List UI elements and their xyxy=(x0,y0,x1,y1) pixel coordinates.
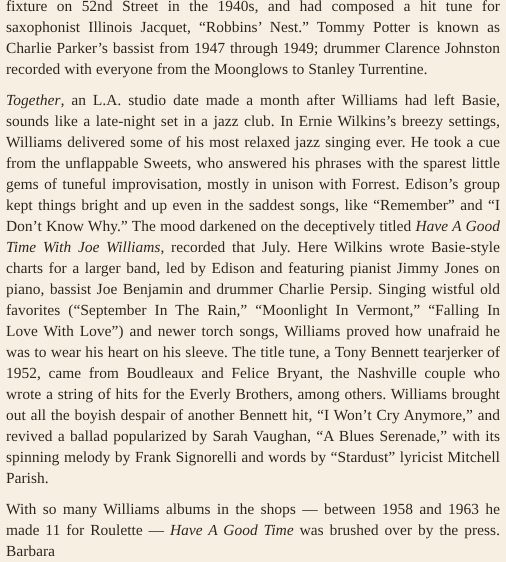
album-title-have-a-good-time: Have A Good Time xyxy=(169,522,294,539)
paragraph-3-text-b: was brushed over by the press. Barbara xyxy=(6,522,500,560)
paragraph-2-text-a: , an L.A. studio date made a month after Williams had left Basie, sounds like a late-night set in a jazz club. In Ernie Wilkins’s breezy settings, Williams delivered some of his most relaxed jazz singing ever. He took a cue from the unflappable Sweets, who answered his phrases with the sparest little gems of tuneful improvisation, mostly in unison with Forrest. Edison’s group kept things bright and up even in the saddest songs, like “Remember” and “I Don’t Know Why.” The mood darkened on the deceptively titled xyxy=(6,92,500,235)
album-title-have-a-good-time-with-joe-williams: Have A Good Time With Joe Williams xyxy=(6,218,500,256)
paragraph-3 xyxy=(6,499,500,562)
paragraph-2-text-b: , recorded that July. Here Wilkins wrote Basie-style charts for a larger band, led by Edison and featuring pianist Jimmy Jones on piano, bassist Joe Benjamin and drummer Charlie Persip. Singing wistful old favorites (“September In The Rain,” “Moonlight In Vermont,” “Falling In Love With Love”) and newer torch songs, Williams proved how unafraid he was to wear his heart on his sleeve. The title tune, a Tony Bennett tearjerker of 1952, came from Boudleaux and Felice Bryant, the Nashville couple who wrote a string of hits for the Everly Brothers, among others. Williams brought out all the boyish despair of another Bennett hit, “I Won’t Cry Anymore,” and revived a ballad popularized by Sarah Vaughan, “A Blues Serenade,” with its spinning melody by Frank Signorelli and words by “Stardust” lyricist Mitchell Parish. xyxy=(6,239,500,487)
paragraph-1 xyxy=(6,0,500,80)
paragraph-1-text: fixture on 52nd Street in the 1940s, and had composed a hit tune for saxophonist Illinois Jacquet, “Robbins’ Nest.” Tommy Potter is known as Charlie Parker’s bassist from 1947 through 1949; drummer Clarence Johnston recorded with everyone from the Moonglows to Stanley Turrentine. xyxy=(6,0,500,78)
album-title-together: Together xyxy=(6,92,61,109)
paragraph-2 xyxy=(6,90,500,489)
paragraph-3-text-a: With so many Williams albums in the shops — between 1958 and 1963 he made 11 for Roulette — xyxy=(6,501,500,539)
